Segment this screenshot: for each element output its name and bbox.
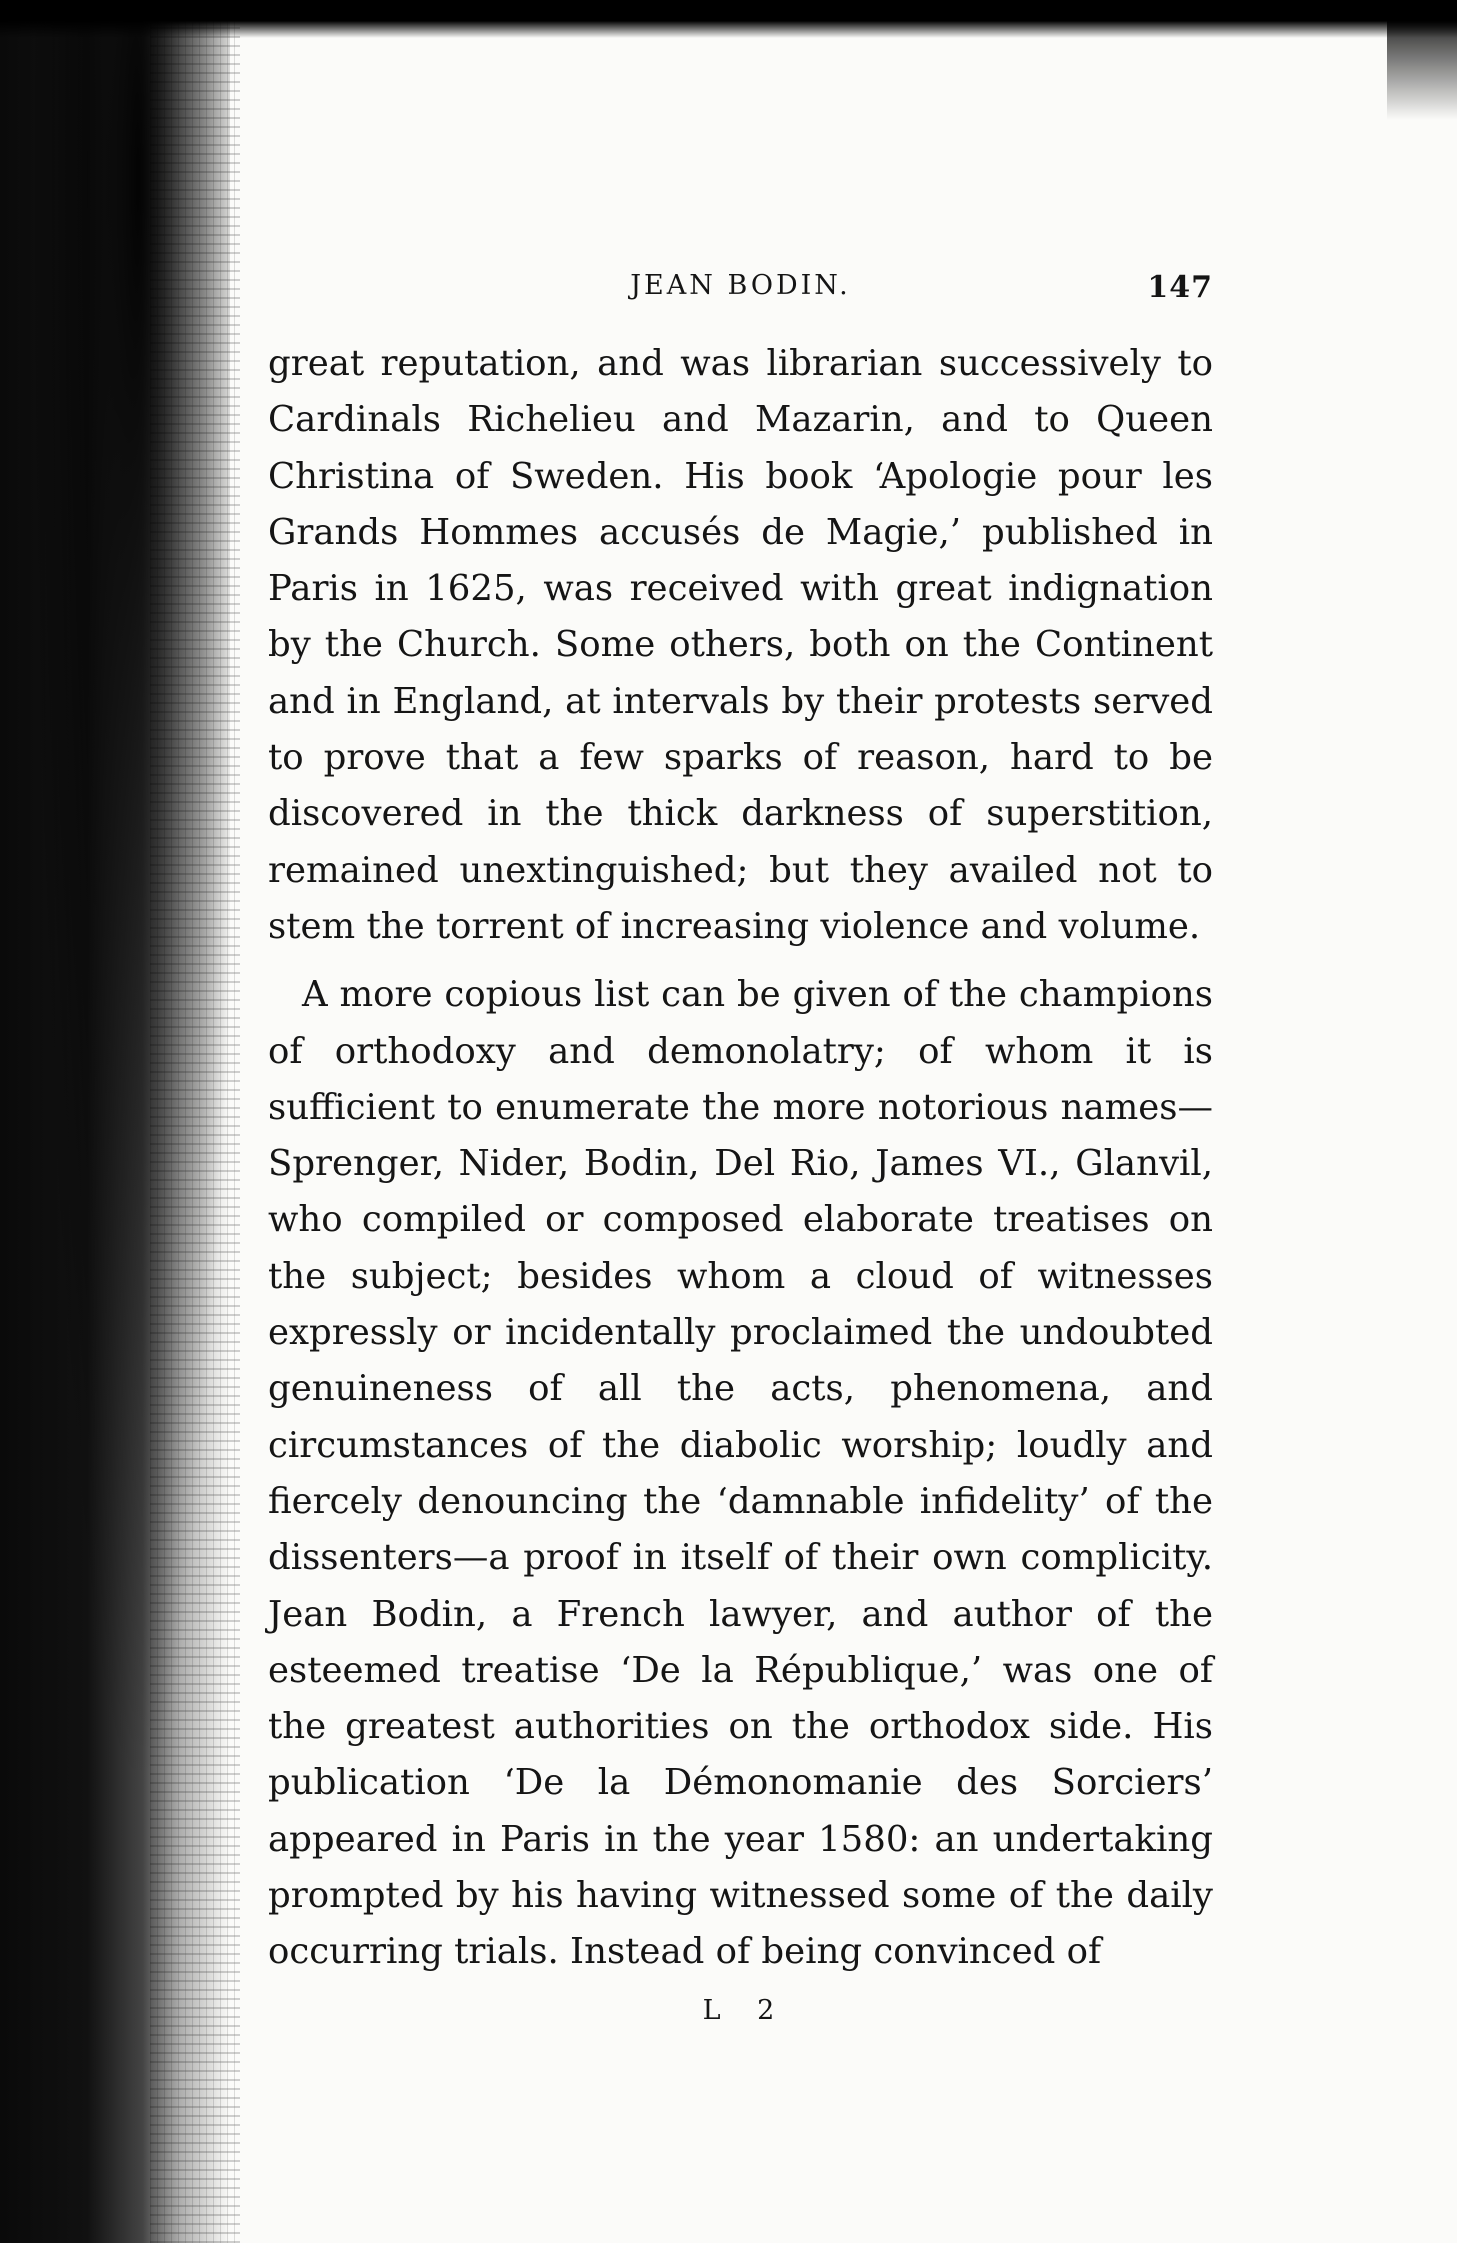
scan-shadow-top	[0, 0, 1457, 38]
running-title: JEAN BODIN.	[630, 270, 851, 301]
scan-shadow-corner	[1387, 0, 1457, 120]
page-number: 147	[1147, 270, 1213, 305]
running-head	[268, 270, 1213, 330]
book-page	[268, 270, 1213, 2026]
scan-speckle	[150, 0, 240, 2243]
signature-mark: L 2	[702, 1994, 789, 2026]
body-text	[268, 336, 1213, 1981]
paragraph: A more copious list can be given of the champions of orthodoxy and demonolatry; of whom it is sufficient to enumerate the more notorious names—Sprenger, Nider, Bodin, Del Rio, James VI., Glanvil, who compiled or composed elaborate treatises on the subject; besides whom a cloud of witnesses expressly or incidentally proclaimed the undoubted genuineness of all the acts, phenomena, and circumstances of the diabolic worship; loudly and fiercely denouncing the ‘damnable infidelity’ of the dissenters—a proof in itself of their own complicity. Jean Bodin, a French lawyer, and author of the esteemed treatise ‘De la République,’ was one of the greatest authorities on the orthodox side. His publication ‘De la Démonomanie des Sorciers’ appeared in Paris in the year 1580: an undertaking prompted by his having witnessed some of the daily occurring trials. Instead of being convinced of	[268, 974, 1213, 1973]
paragraph: great reputation, and was librarian successively to Cardinals Richelieu and Mazarin, and to Queen Christina of Sweden. His book ‘Apologie pour les Grands Hommes accusés de Magie,’ published in Paris in 1625, was received with great indignation by the Church. Some others, both on the Continent and in England, at intervals by their protests served to prove that a few sparks of reason, hard to be discovered in the thick darkness of superstition, remained unextinguished; but they availed not to stem the torrent of increasing violence and volume.	[268, 343, 1213, 947]
